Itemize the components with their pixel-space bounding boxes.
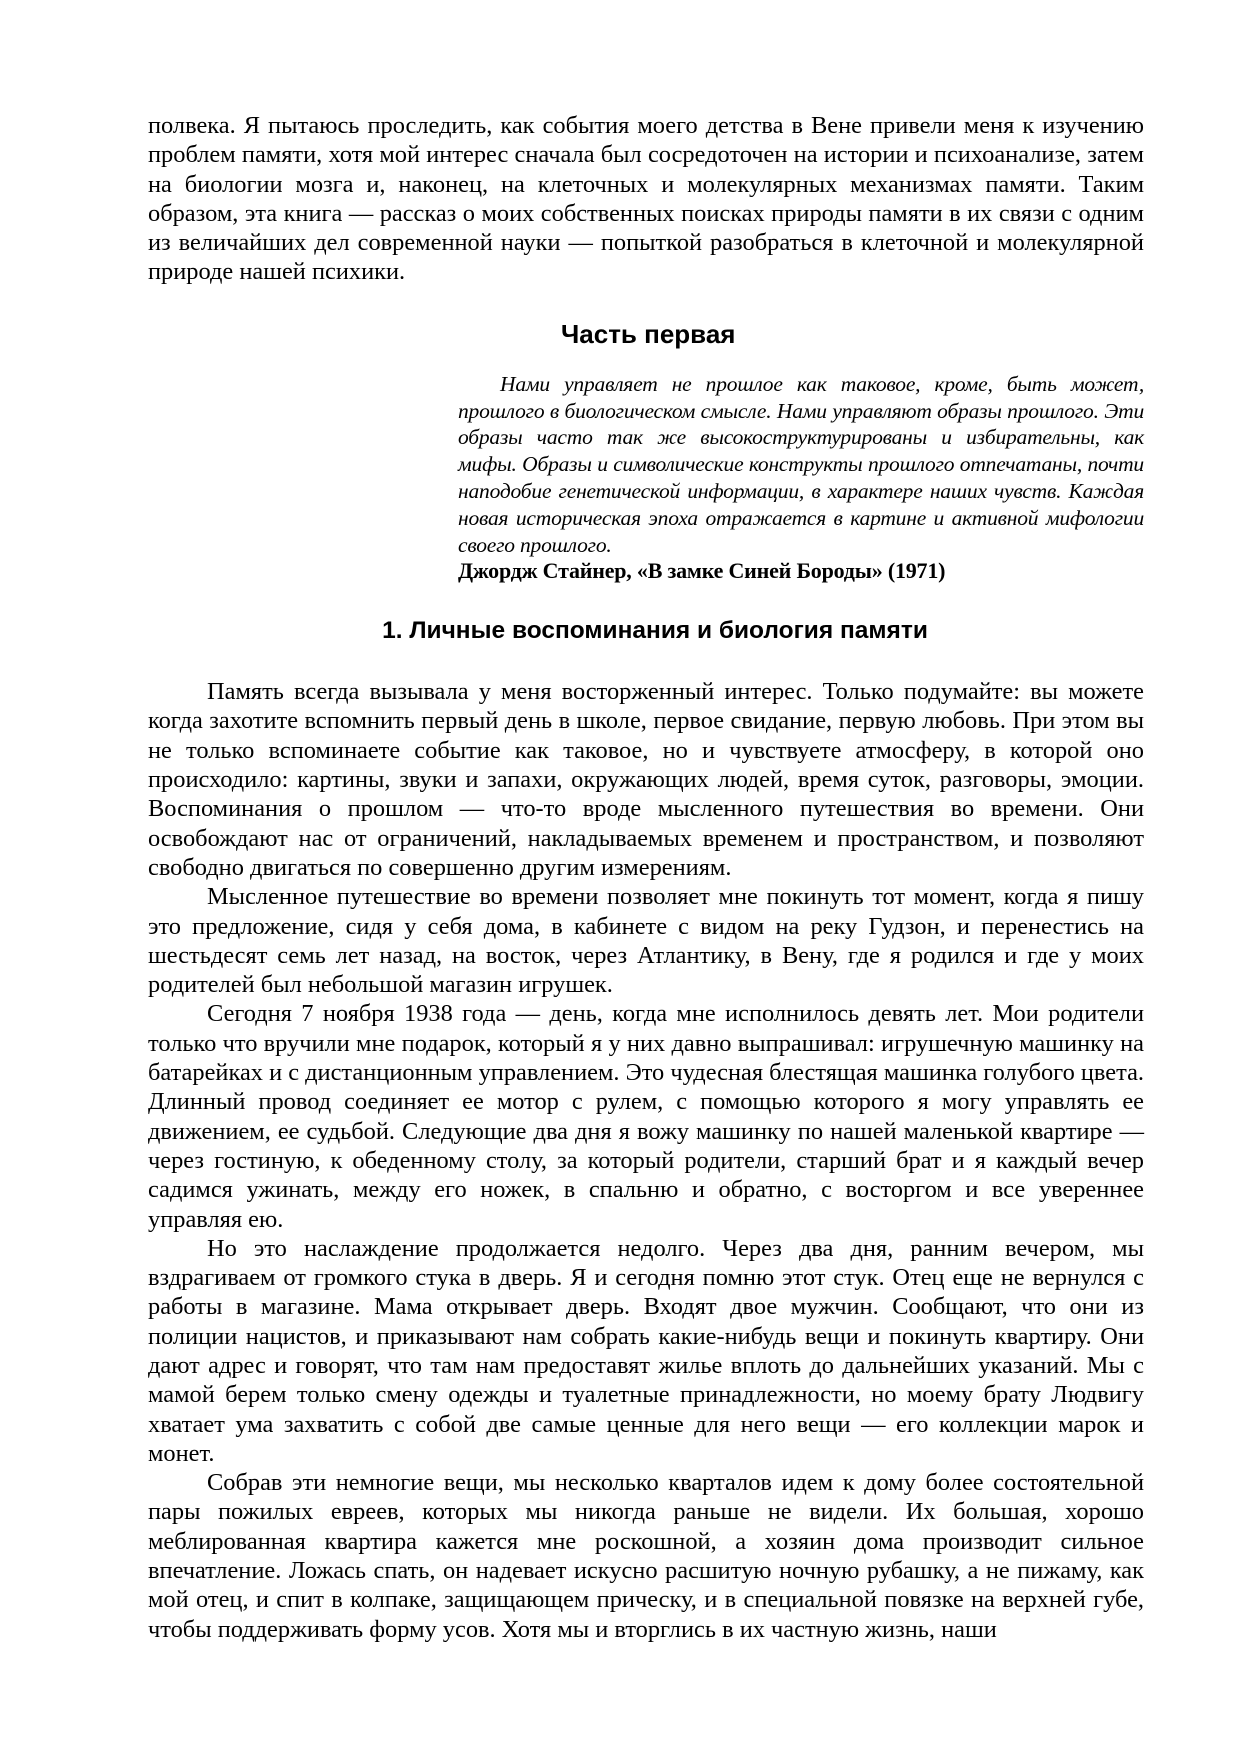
part-title: Часть первая [561,318,736,349]
epigraph [458,371,1144,585]
paragraph: Но это наслаждение продолжается недолго. Через два дня, ранним вечером, мы вздрагиваем от громкого стука в дверь. Я и сегодня помню этот стук. Отец еще не вернулся с работы в магазине. Мама открывает дверь. Входят двое мужчин. Сообщают, что они из полиции нацистов, и приказывают нам собрать какие-нибудь вещи и покинуть квартиру. Они дают адрес и говорят, что там нам предоставят жилье вплоть до дальнейших указаний. Мы с мамой берем только смену одежды и туалетные принадлежности, но моему брату Людвигу хватает ума захватить с собой две самые ценные для него вещи — его коллекции марок и монет. [148,1234,1144,1467]
epigraph-text: Нами управляет не прошлое как таковое, кроме, быть может, прошлого в биологическом смысле. Нами управляют образы прошлого. Эти образы часто так же высокоструктурированы и избирательны, как мифы. Образы и символические конструкты прошлого отпечатаны, почти наподобие генетической информации, в характере наших чувств. Каждая новая историческая эпоха отражается в картине и активной мифологии своего прошлого. [458,371,1144,557]
epigraph-author: Джордж Стайнер, «В замке Синей Бороды» (1971) [458,558,946,584]
chapter-title: 1. Личные воспоминания и биология памяти [382,617,928,645]
intro-paragraph: полвека. Я пытаюсь проследить, как события моего детства в Вене привели меня к изучению проблем памяти, хотя мой интерес сначала был сосредоточен на истории и психоанализе, затем на биологии мозга и, наконец, на клеточных и молекулярных механизмах памяти. Таким образом, эта книга — рассказ о моих собственных поисках природы памяти в их связи с одним из величайших дел современной науки — попыткой разобраться в клеточной и молекулярной природе нашей психики. [148,112,1144,286]
paragraph: Сегодня 7 ноября 1938 года — день, когда мне исполнилось девять лет. Мои родители только что вручили мне подарок, который я у них давно выпрашивал: игрушечную машинку на батарейках и с дистанционным управлением. Это чудесная блестящая машинка голубого цвета. Длинный провод соединяет ее мотор с рулем, с помощью которого я могу управлять ее движением, ее судьбой. Следующие два дня я вожу машинку по нашей маленькой квартире — через гостиную, к обеденному столу, за который родители, старший брат и я каждый вечер садимся ужинать, между его ножек, в спальню и обратно, с восторгом и все увереннее управляя ею. [148,1000,1144,1233]
paragraph: Собрав эти немногие вещи, мы несколько кварталов идем к дому более состоятельной пары пожилых евреев, которых мы никогда раньше не видели. Их большая, хорошо меблированная квартира кажется мне роскошной, а хозяин дома производит сильное впечатление. Ложась спать, он надевает искусно расшитую ночную рубашку, а не пижаму, как мой отец, и спит в колпаке, защищающем прическу, и в специальной повязке на верхней губе, чтобы поддерживать форму усов. Хотя мы и вторглись в их частную жизнь, наши [148,1469,1144,1643]
paragraph: Мысленное путешествие во времени позволяет мне покинуть тот момент, когда я пишу это предложение, сидя у себя дома, в кабинете с видом на реку Гудзон, и перенестись на шестьдесят семь лет назад, на восток, через Атлантику, в Вену, где я родился и где у моих родителей был небольшой магазин игрушек. [148,883,1144,999]
paragraph: Память всегда вызывала у меня восторженный интерес. Только подумайте: вы можете когда захотите вспомнить первый день в школе, первое свидание, первую любовь. При этом вы не только вспоминаете событие как таковое, но и чувствуете атмосферу, в которой оно происходило: картины, звуки и запахи, окружающих людей, время суток, разговоры, эмоции. Воспоминания о прошлом — что-то вроде мысленного путешествия во времени. Они освобождают нас от ограничений, накладываемых временем и пространством, и позволяют свободно двигаться по совершенно другим измерениям. [148,678,1144,881]
document-page [148,111,1144,1644]
